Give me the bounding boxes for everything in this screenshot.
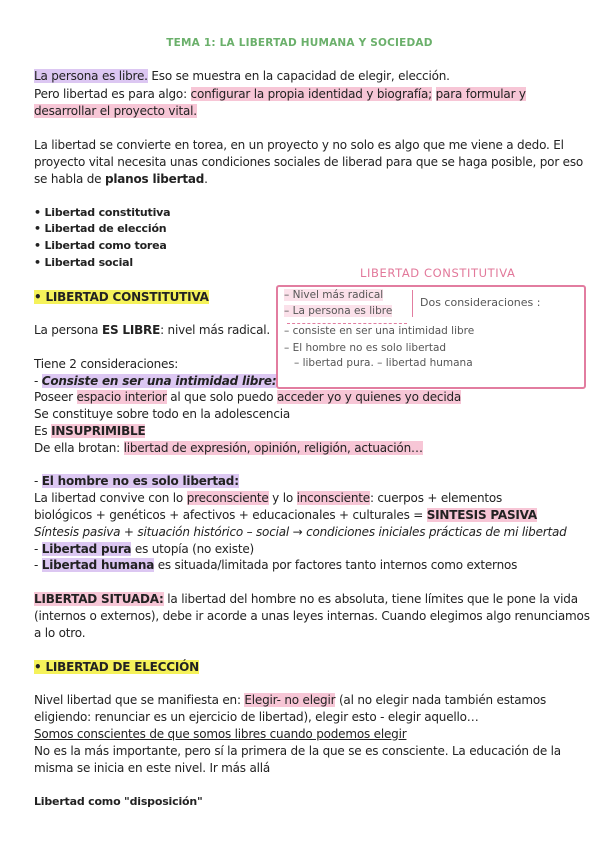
text-span: - <box>34 474 42 488</box>
list-item: • Libertad constitutiva <box>34 206 171 219</box>
note-title: LIBERTAD CONSTITUTIVA <box>360 266 516 280</box>
text-line: Tiene 2 consideraciones: <box>34 357 179 371</box>
text-line <box>34 557 517 573</box>
highlight: inconsciente <box>296 491 370 505</box>
text-line: misma se inicia en este nivel. Ir más allá <box>34 761 271 775</box>
text-line: Somos conscientes de que somos libres cuando podemos elegir <box>34 727 407 741</box>
text-line <box>34 389 461 405</box>
highlight: Libertad pura <box>41 542 132 556</box>
text-line <box>34 423 145 439</box>
text-line <box>34 541 254 557</box>
text-span: . <box>204 172 208 186</box>
highlight: espacio interior <box>76 390 167 404</box>
text-line <box>34 591 578 607</box>
text-span: : cuerpos + elementos <box>369 491 503 505</box>
text-span: Es <box>34 424 52 438</box>
note-divider <box>412 290 413 317</box>
highlight: acceder yo y quienes yo decida <box>277 390 462 404</box>
text-span: : nivel más radical. <box>160 323 270 337</box>
text-span: Eso se muestra en la capacidad de elegir, elección. <box>147 69 450 83</box>
text-span: al que solo puedo <box>166 390 278 404</box>
heading-highlight: • LIBERTAD CONSTITUTIVA <box>34 290 209 304</box>
highlight: desarrollar el proyecto vital. <box>34 104 197 118</box>
text-span: es utopía (no existe) <box>131 542 255 556</box>
text-line <box>34 103 197 119</box>
text-line: Síntesis pasiva + situación histórico – social → condiciones iniciales prácticas de mi libertad <box>34 525 567 539</box>
highlight: preconsciente <box>186 491 269 505</box>
text-span: La libertad convive con lo <box>34 491 187 505</box>
text-line <box>34 440 423 456</box>
note-line: – libertad pura. – libertad humana <box>294 357 473 369</box>
text-line: (internos o externos), debe ir acorde a unas leyes internas. Cuando elegimos algo renunciamos <box>34 609 590 623</box>
note-line: – consiste en ser una intimidad libre <box>284 325 475 337</box>
list-item: • Libertad de elección <box>34 222 167 235</box>
highlight: Libertad humana <box>41 558 155 572</box>
text-line <box>34 322 270 338</box>
section-heading <box>34 659 199 675</box>
text-line <box>34 490 502 506</box>
text-line <box>34 473 239 489</box>
text-line <box>34 692 546 708</box>
highlight: para formular y <box>435 87 526 101</box>
text-span: (al no elegir nada también estamos <box>335 693 547 707</box>
text-span: Nivel libertad que se manifiesta en: <box>34 693 245 707</box>
highlight: La persona es libre. <box>34 69 148 83</box>
highlight: El hombre no es solo libertad: <box>41 474 239 488</box>
highlight: INSUPRIMIBLE <box>51 424 146 438</box>
text-span: La persona <box>34 323 102 337</box>
list-item: • Libertad como torea <box>34 239 167 252</box>
text-line <box>34 68 450 84</box>
section-heading <box>34 289 209 305</box>
text-span: De ella brotan: <box>34 441 124 455</box>
note-line: – Nivel más radical <box>284 289 384 301</box>
highlight: libertad de expresión, opinión, religión, actuación… <box>123 441 423 455</box>
note-line: Dos consideraciones : <box>420 296 541 309</box>
heading-highlight: • LIBERTAD DE ELECCIÓN <box>34 660 199 674</box>
highlight: SINTESIS PASIVA <box>426 508 538 522</box>
text-span: Pero libertad es para algo: <box>34 87 191 101</box>
bold-text: ES LIBRE <box>101 323 161 337</box>
text-line: a lo otro. <box>34 626 86 640</box>
text-line <box>34 373 276 389</box>
text-span: se habla de <box>34 172 105 186</box>
text-line: proyecto vital necesita unas condiciones sociales de liberad para que se haga posible, por eso <box>34 155 584 169</box>
note-line: – La persona es libre <box>284 305 393 317</box>
text-span: Poseer <box>34 390 77 404</box>
text-line: Libertad como "disposición" <box>34 795 203 808</box>
document-title: TEMA 1: LA LIBERTAD HUMANA Y SOCIEDAD <box>166 37 433 49</box>
highlight: configurar la propia identidad y biografía; <box>190 87 433 101</box>
text-line: Se constituye sobre todo en la adolescencia <box>34 407 291 421</box>
text-line <box>34 171 208 187</box>
highlight: Consiste en ser una intimidad libre: <box>41 374 277 388</box>
text-line: eligiendo: renunciar es un ejercicio de libertad), elegir esto - elegir aquello… <box>34 710 479 724</box>
text-span: biológicos + genéticos + afectivos + educacionales + culturales = <box>34 508 427 522</box>
text-span: y lo <box>268 491 297 505</box>
text-line <box>34 86 526 102</box>
text-span: - <box>34 558 42 572</box>
text-span: - <box>34 374 42 388</box>
text-span: es situada/limitada por factores tanto internos como externos <box>154 558 518 572</box>
list-item: • Libertad social <box>34 256 133 269</box>
bold-text: planos libertad <box>104 172 205 186</box>
text-span: la libertad del hombre no es absoluta, tiene límites que le pone la vida <box>163 592 578 606</box>
text-line: No es la más importante, pero sí la primera de la que se es consciente. La educación de la <box>34 744 561 758</box>
highlight: Elegir- no elegir <box>244 693 336 707</box>
text-span: - <box>34 542 42 556</box>
text-line <box>34 507 537 523</box>
note-line: – El hombre no es solo libertad <box>284 342 447 354</box>
highlight: LIBERTAD SITUADA: <box>34 592 164 606</box>
text-line: La libertad se convierte en torea, en un proyecto y no solo es algo que me viene a dedo. El <box>34 138 564 152</box>
note-dashed-line <box>287 323 407 324</box>
